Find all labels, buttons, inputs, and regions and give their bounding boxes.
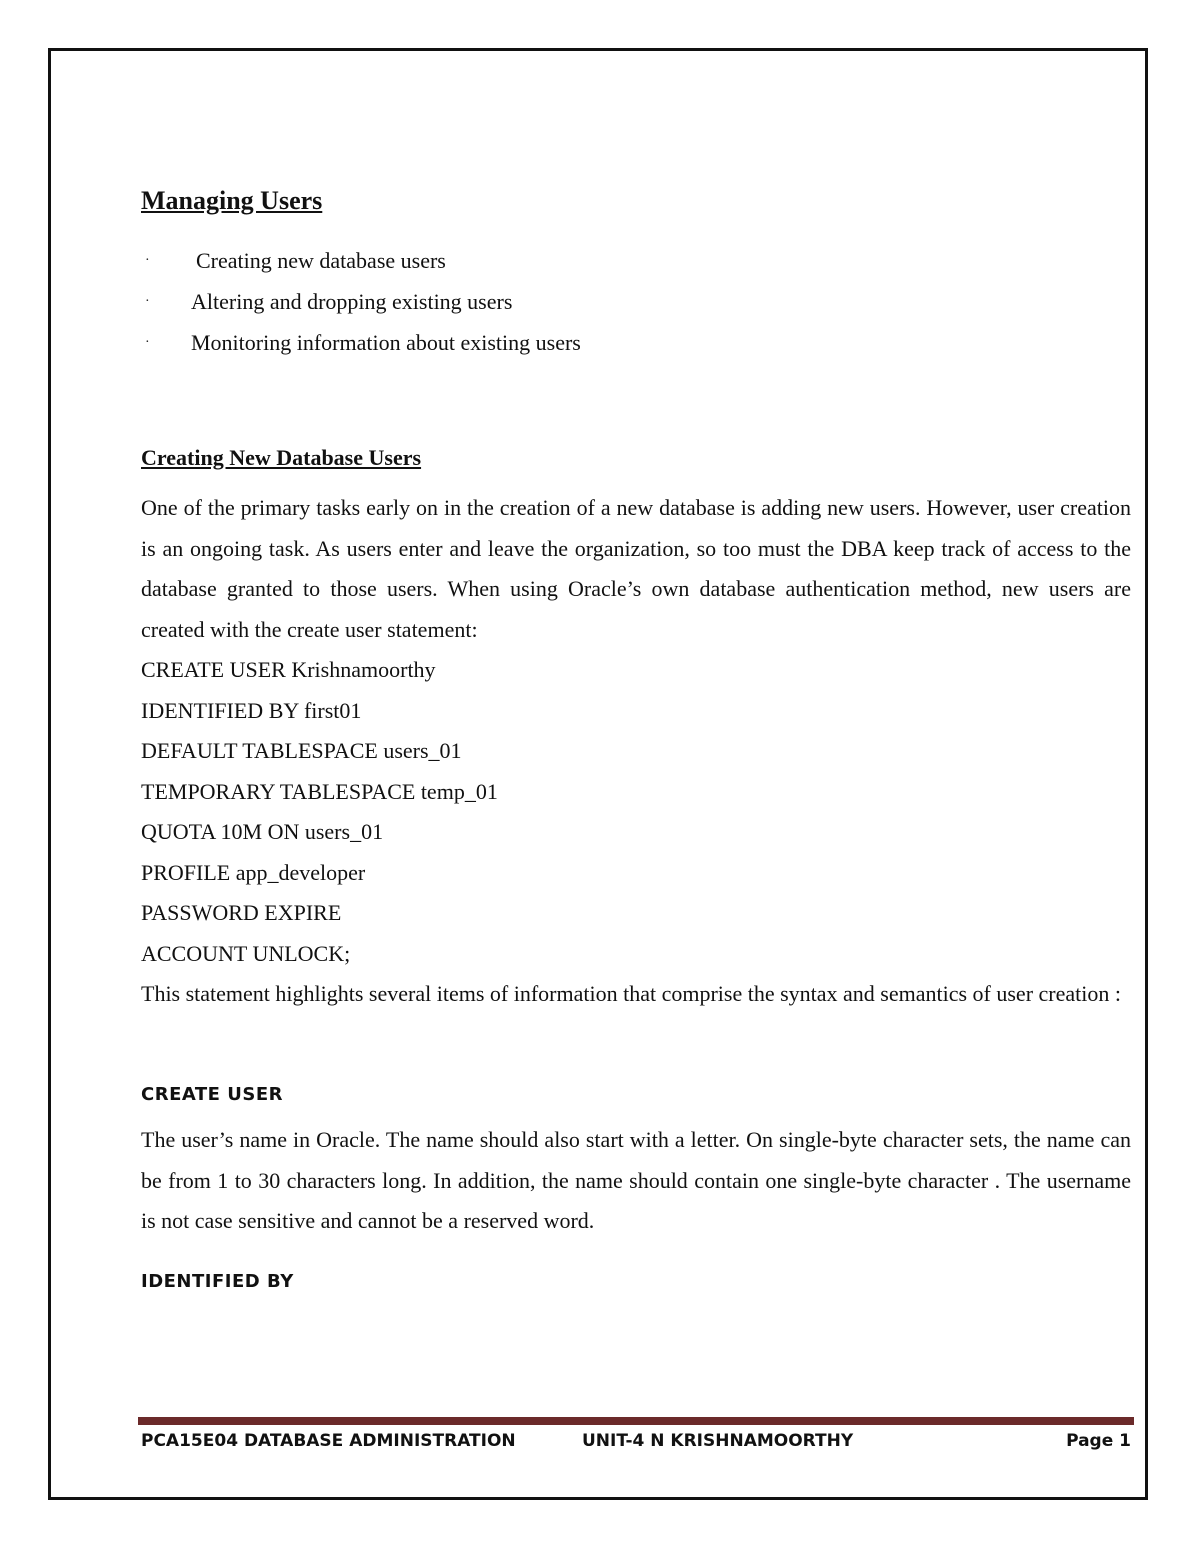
- bullet-icon: ·: [145, 335, 150, 350]
- code-line: DEFAULT TABLESPACE users_01: [141, 738, 462, 763]
- footer-rule: [138, 1417, 1134, 1425]
- list-item: [141, 243, 1131, 284]
- list-item: [141, 284, 1131, 325]
- term-heading-identified-by: IDENTIFIED BY: [141, 1271, 294, 1292]
- page-footer: [141, 1431, 1131, 1455]
- footer-course: PCA15E04 DATABASE ADMINISTRATION: [141, 1431, 516, 1451]
- code-line: PROFILE app_developer: [141, 859, 366, 885]
- bullet-icon: ·: [145, 294, 150, 309]
- code-line: CREATE USER Krishnamoorthy: [141, 657, 436, 682]
- term-heading-create-user: CREATE USER: [141, 1084, 283, 1105]
- code-line: TEMPORARY TABLESPACE temp_01: [141, 778, 498, 804]
- footer-page-number: Page 1: [1066, 1431, 1131, 1451]
- list-item: [141, 325, 1131, 366]
- code-line: ACCOUNT UNLOCK;: [141, 940, 351, 966]
- section-heading: Creating New Database Users: [141, 445, 422, 470]
- list-item-text: Monitoring information about existing users: [191, 330, 581, 355]
- code-line: IDENTIFIED BY first01: [141, 697, 362, 723]
- code-line: PASSWORD EXPIRE: [141, 900, 342, 925]
- create-user-statement: [141, 650, 1131, 974]
- list-item-text: Creating new database users: [196, 248, 446, 273]
- topic-list: [141, 243, 1131, 366]
- bullet-icon: ·: [145, 253, 150, 268]
- footer-unit-author: UNIT-4 N KRISHNAMOORTHY: [582, 1431, 854, 1451]
- create-user-description: The user’s name in Oracle. The name should also start with a letter. On single-byte character sets, the name can be from 1 to 30 characters long. In addition, the name should contain one single-byte character . The username is not case sensitive and cannot be a reserved word.: [141, 1127, 1131, 1233]
- code-line: QUOTA 10M ON users_01: [141, 819, 384, 844]
- page-title: Managing Users: [141, 186, 323, 215]
- intro-paragraph: One of the primary tasks early on in the creation of a new database is adding new users. However, user creation is an ongoing task. As users enter and leave the organization, so too must the DBA keep track of access to the database granted to those users. When using Oracle’s own database authentication method, new users are created with the create user statement:: [141, 495, 1131, 642]
- syntax-paragraph: This statement highlights several items of information that comprise the syntax and semantics of user creation :: [141, 981, 1121, 1006]
- list-item-text: Altering and dropping existing users: [191, 289, 513, 314]
